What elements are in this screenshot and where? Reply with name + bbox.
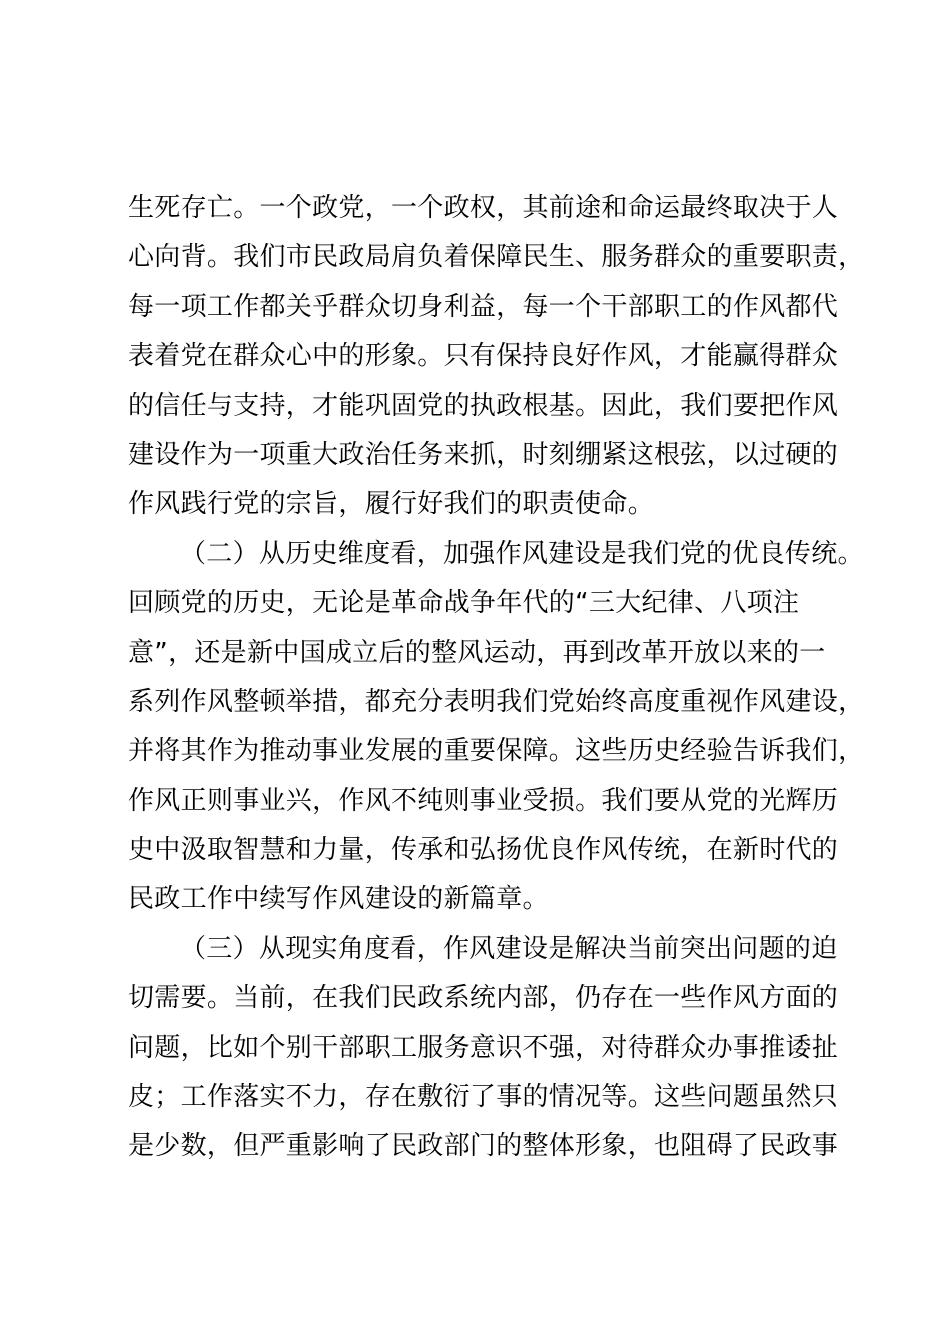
- section-heading-3: （三）从现实角度看，作风建设是解决当前突出问题的迫: [180, 933, 838, 964]
- text-line: 系列作风整顿举措，都充分表明我们党始终高度重视作风建设，: [128, 686, 865, 717]
- text-line: 每一项工作都关乎群众切身利益，每一个干部职工的作风都代: [128, 291, 839, 322]
- text-line: 作风正则事业兴，作风不纯则事业受损。我们要从党的光辉历: [128, 785, 839, 816]
- text-line: 民政工作中续写作风建设的新篇章。: [128, 884, 549, 915]
- text-line: 生死存亡。一个政党，一个政权，其前途和命运最终取决于人: [128, 193, 839, 223]
- text-line: 回顾党的历史，无论是革命战争年代的“三大纪律、八项注: [128, 588, 800, 619]
- text-line: 皮；工作落实不力，存在敷衍了事的情况等。这些问题虽然只: [128, 1082, 839, 1113]
- text-line: 作风践行党的宗旨，履行好我们的职责使命。: [128, 489, 655, 520]
- text-line: 意”，还是新中国成立后的整风运动，再到改革开放以来的一: [128, 637, 826, 668]
- section-heading-2: （二）从历史维度看，加强作风建设是我们党的优良传统。: [180, 538, 864, 569]
- text-line: 建设作为一项重大政治任务来抓，时刻绷紧这根弦，以过硬的: [128, 439, 839, 470]
- text-line: 是少数，但严重影响了民政部门的整体形象，也阻碍了民政事: [128, 1131, 839, 1162]
- text-line: 史中汲取智慧和力量，传承和弘扬优良作风传统，在新时代的: [128, 835, 839, 866]
- text-line: 并将其作为推动事业发展的重要保障。这些历史经验告诉我们，: [128, 736, 865, 767]
- text-line: 切需要。当前，在我们民政系统内部，仍存在一些作风方面的: [128, 983, 839, 1014]
- text-line: 问题，比如个别干部职工服务意识不强，对待群众办事推诿扯: [128, 1032, 839, 1063]
- text-line: 表着党在群众心中的形象。只有保持良好作风，才能赢得群众: [128, 341, 839, 372]
- document-body: [128, 184, 865, 1172]
- text-line: 心向背。我们市民政局肩负着保障民生、服务群众的重要职责，: [128, 242, 865, 273]
- text-line: 的信任与支持，才能巩固党的执政根基。因此，我们要把作风: [128, 390, 839, 421]
